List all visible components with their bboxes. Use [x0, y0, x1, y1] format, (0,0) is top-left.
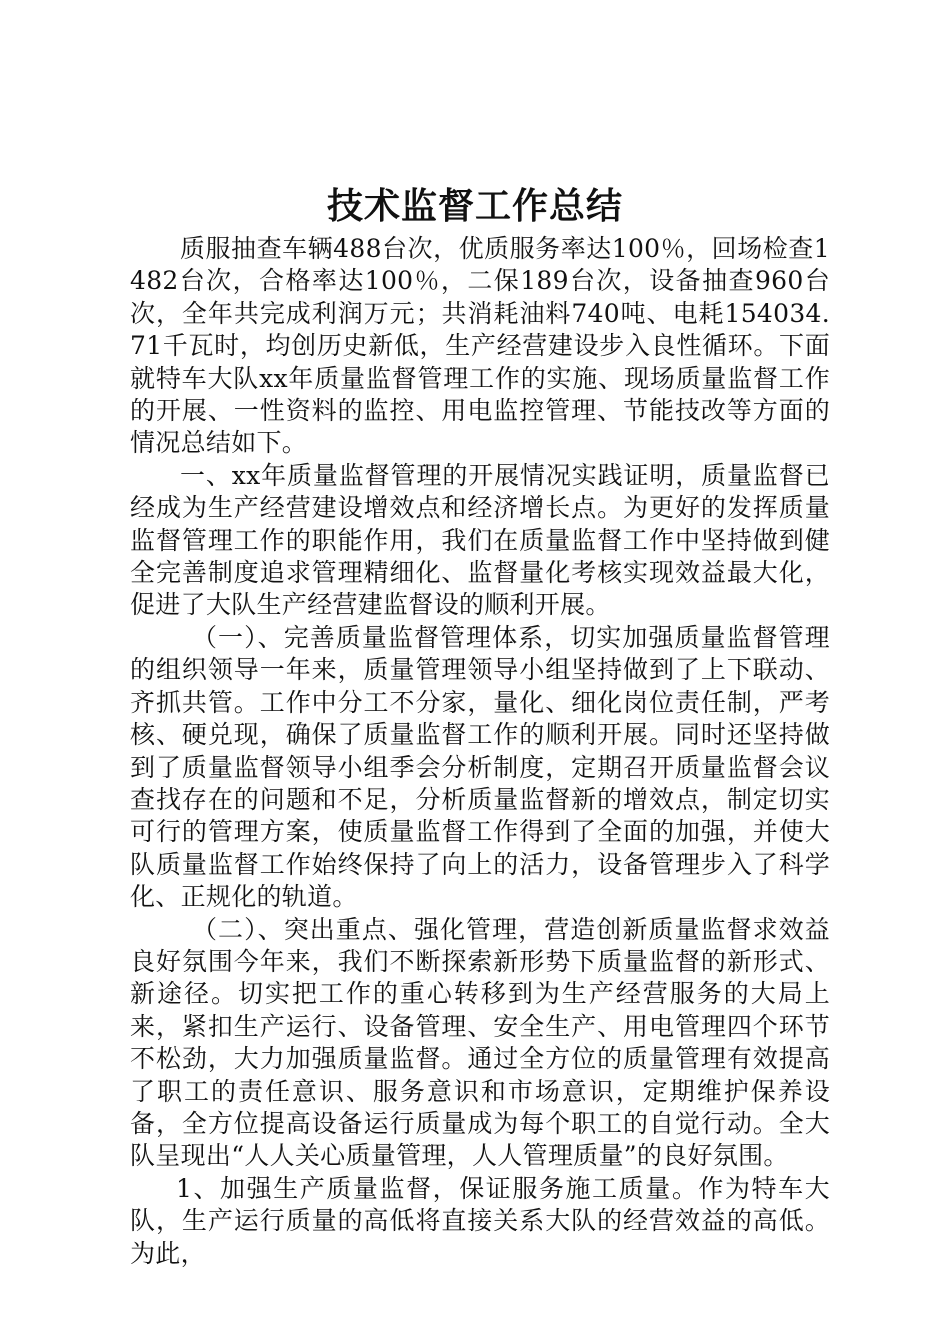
paragraph-subsection-one: （一）、完善质量监督管理体系，切实加强质量监督管理的组织领导一年来，质量管理领导小组坚持做到了上下联动、齐抓共管。工作中分工不分家，量化、细化岗位责任制，严考核、硬兑现，确保了质量监督工作的顺利开展。同时还坚持做到了质量监督领导小组季会分析制度，定期召开质量监督会议查找存在的问题和不足，分析质量监督新的增效点，制定切实可行的管理方案，使质量监督工作得到了全面的加强，并使大队质量监督工作始终保持了向上的活力，设备管理步入了科学化、正规化的轨道。 [130, 622, 830, 912]
paragraph-summary-intro: 质服抽查车辆488台次，优质服务率达100％，回场检查1482台次，合格率达100％，二保189台次，设备抽查960台次，全年共完成利润万元；共消耗油料740吨、电耗154034.71千瓦时，均创历史新低，生产经营建设步入良性循环。下面就特车大队xx年质量监督管理工作的实施、现场质量监督工作的开展、一性资料的监控、用电监控管理、节能技改等方面的情况总结如下。 [130, 234, 830, 458]
paragraph-subsection-two: （二）、突出重点、强化管理，营造创新质量监督求效益良好氛围今年来，我们不断探索新形势下质量监督的新形式、新途径。切实把工作的重心转移到为生产经营服务的大局上来，紧扣生产运行、设备管理、安全生产、用电管理四个环节不松劲，大力加强质量监督。通过全方位的质量管理有效提高了职工的责任意识、服务意识和市场意识，定期维护保养设备，全方位提高设备运行质量成为每个职工的自觉行动。全大队呈现出“人人关心质量管理，人人管理质量”的良好氛围。 [130, 914, 830, 1171]
document-body [130, 233, 830, 1270]
document-title: 技术监督工作总结 [326, 186, 623, 227]
paragraph-item-one: 1、加强生产质量监督，保证服务施工质量。作为特车大队，生产运行质量的高低将直接关系大队的经营效益的高低。为此， [130, 1173, 830, 1268]
paragraph-section-one: 一、xx年质量监督管理的开展情况实践证明，质量监督已经成为生产经营建设增效点和经济增长点。为更好的发挥质量监督管理工作的职能作用，我们在质量监督工作中坚持做到健全完善制度追求管理精细化、监督量化考核实现效益最大化，促进了大队生产经营建监督设的顺利开展。 [130, 460, 830, 620]
